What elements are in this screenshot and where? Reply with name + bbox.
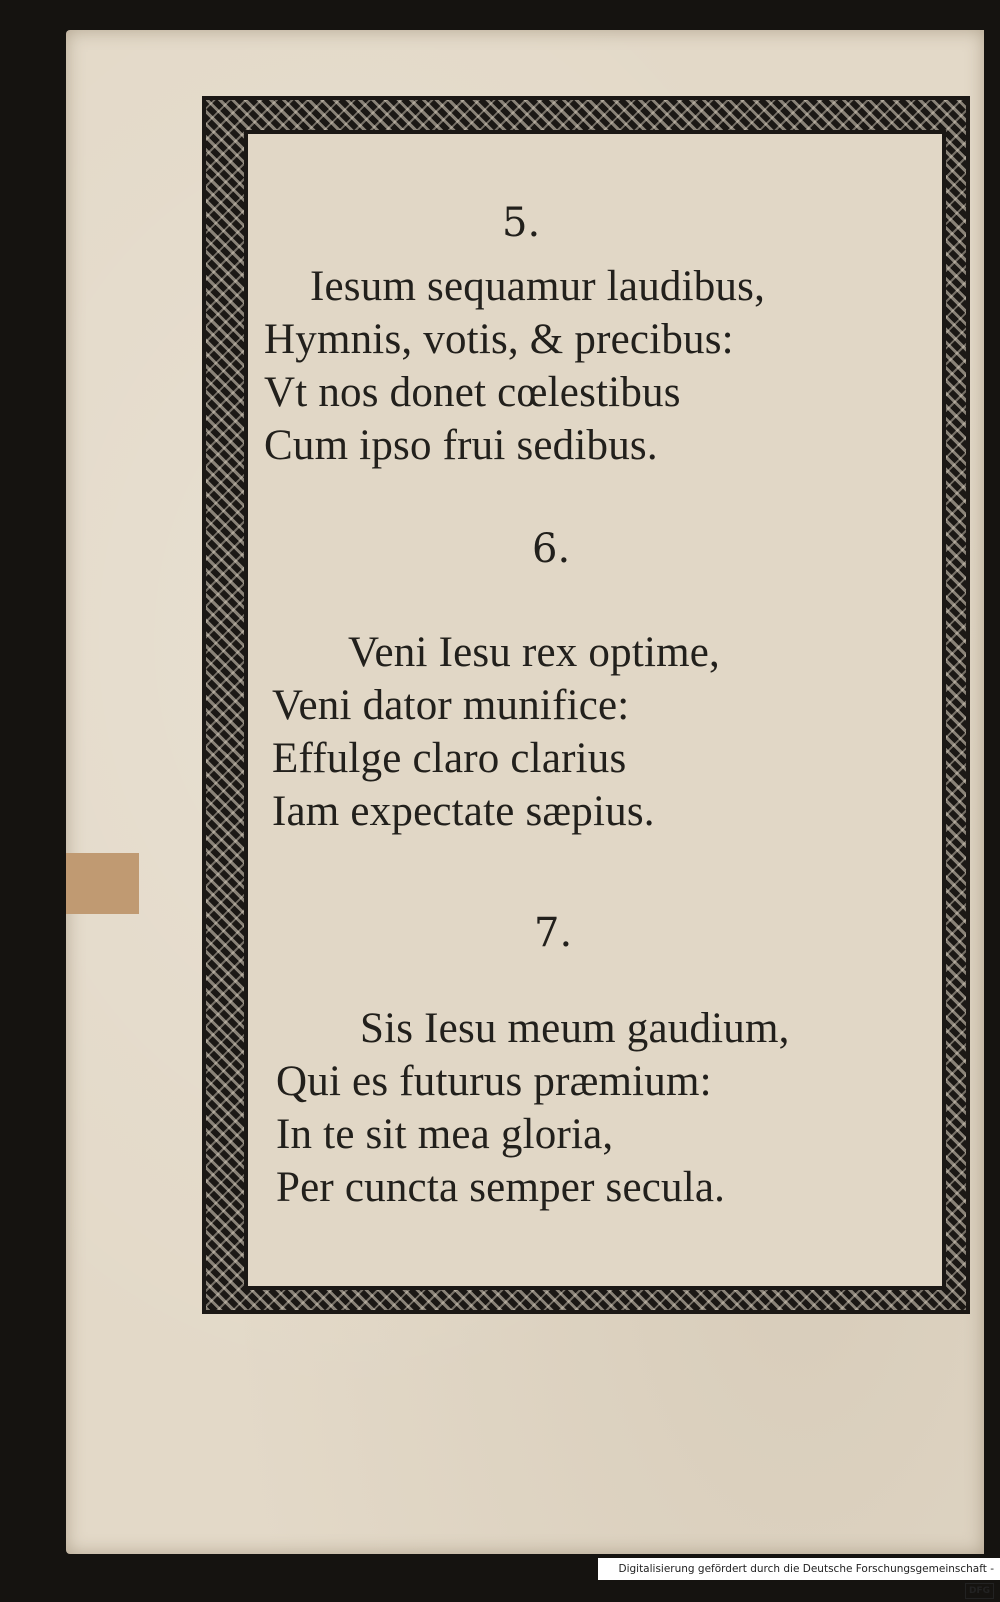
verse-line: Qui es futurus præmium: (276, 1058, 712, 1105)
verse-line: Vt nos donet cœlestibus (264, 369, 681, 416)
digitization-footer (598, 1558, 1000, 1596)
verse-line: Effulge claro clarius (272, 735, 627, 782)
verse-line: Veni Iesu rex optime, (348, 629, 720, 676)
verse-line: Iam expectate sæpius. (272, 788, 655, 835)
dfg-logo: DFG (965, 1583, 994, 1599)
verse-line: Cum ipso frui sedibus. (264, 422, 658, 469)
footer-text: Digitalisierung gefördert durch die Deutsche Forschungsgemeinschaft - (618, 1563, 994, 1575)
verse-line: Iesum sequamur laudibus, (310, 263, 766, 310)
page-tab-marker (66, 853, 139, 914)
verse-line: In te sit mea gloria, (276, 1111, 614, 1158)
verse-line: Sis Iesu meum gaudium, (360, 1005, 790, 1052)
stanza-number: 6. (532, 526, 571, 572)
stanza-number: 7. (534, 910, 573, 956)
stanza-number: 5. (502, 200, 541, 246)
verse-line: Hymnis, votis, & precibus: (264, 316, 734, 363)
verse-line: Per cuncta semper secula. (276, 1164, 726, 1211)
verse-line: Veni dator munifice: (272, 682, 630, 729)
